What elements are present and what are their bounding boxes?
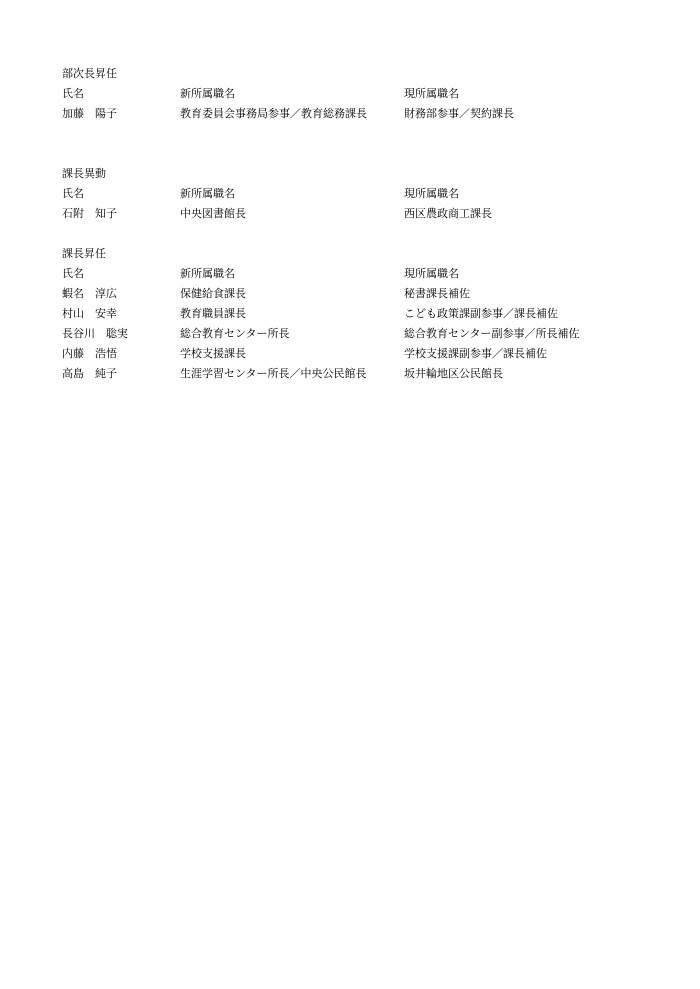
table-row bbox=[62, 307, 662, 327]
new-position: 中央図書館長 bbox=[180, 207, 246, 220]
person-name: 石附 知子 bbox=[62, 207, 117, 220]
section-title: 課長昇任 bbox=[62, 247, 106, 260]
new-position: 総合教育センター所長 bbox=[180, 327, 290, 340]
header-current-position: 現所属職名 bbox=[404, 267, 459, 280]
table-row bbox=[62, 207, 662, 227]
person-name: 内藤 浩悟 bbox=[62, 347, 117, 360]
header-name: 氏名 bbox=[62, 267, 84, 280]
header-row bbox=[62, 267, 662, 287]
header-current-position: 現所属職名 bbox=[404, 187, 459, 200]
new-position: 学校支援課長 bbox=[180, 347, 246, 360]
table-row bbox=[62, 107, 662, 127]
current-position: 坂井輪地区公民館長 bbox=[404, 367, 503, 380]
table-row bbox=[62, 367, 662, 387]
section-title: 課長異動 bbox=[62, 167, 106, 180]
section-department-deputy-promotion bbox=[62, 67, 662, 127]
new-position: 生涯学習センター所長／中央公民館長 bbox=[180, 367, 367, 380]
table-row bbox=[62, 347, 662, 367]
current-position: 秘書課長補佐 bbox=[404, 287, 470, 300]
header-new-position: 新所属職名 bbox=[180, 267, 235, 280]
current-position: 総合教育センター副参事／所長補佐 bbox=[404, 327, 580, 340]
header-new-position: 新所属職名 bbox=[180, 87, 235, 100]
new-position: 教育職員課長 bbox=[180, 307, 246, 320]
current-position: 財務部参事／契約課長 bbox=[404, 107, 514, 120]
section-section-chief-transfer bbox=[62, 167, 662, 227]
section-title: 部次長昇任 bbox=[62, 67, 117, 80]
person-name: 村山 安幸 bbox=[62, 307, 117, 320]
table-row bbox=[62, 327, 662, 347]
header-row bbox=[62, 187, 662, 207]
header-row bbox=[62, 87, 662, 107]
new-position: 教育委員会事務局参事／教育総務課長 bbox=[180, 107, 367, 120]
header-new-position: 新所属職名 bbox=[180, 187, 235, 200]
current-position: 西区農政商工課長 bbox=[404, 207, 492, 220]
person-name: 長谷川 聡実 bbox=[62, 327, 128, 340]
current-position: こども政策課副参事／課長補佐 bbox=[404, 307, 558, 320]
section-section-chief-promotion bbox=[62, 247, 662, 387]
header-name: 氏名 bbox=[62, 87, 84, 100]
header-name: 氏名 bbox=[62, 187, 84, 200]
person-name: 加藤 陽子 bbox=[62, 107, 117, 120]
table-row bbox=[62, 287, 662, 307]
person-name: 蝦名 淳広 bbox=[62, 287, 117, 300]
current-position: 学校支援課副参事／課長補佐 bbox=[404, 347, 547, 360]
new-position: 保健給食課長 bbox=[180, 287, 246, 300]
header-current-position: 現所属職名 bbox=[404, 87, 459, 100]
person-name: 高島 純子 bbox=[62, 367, 117, 380]
